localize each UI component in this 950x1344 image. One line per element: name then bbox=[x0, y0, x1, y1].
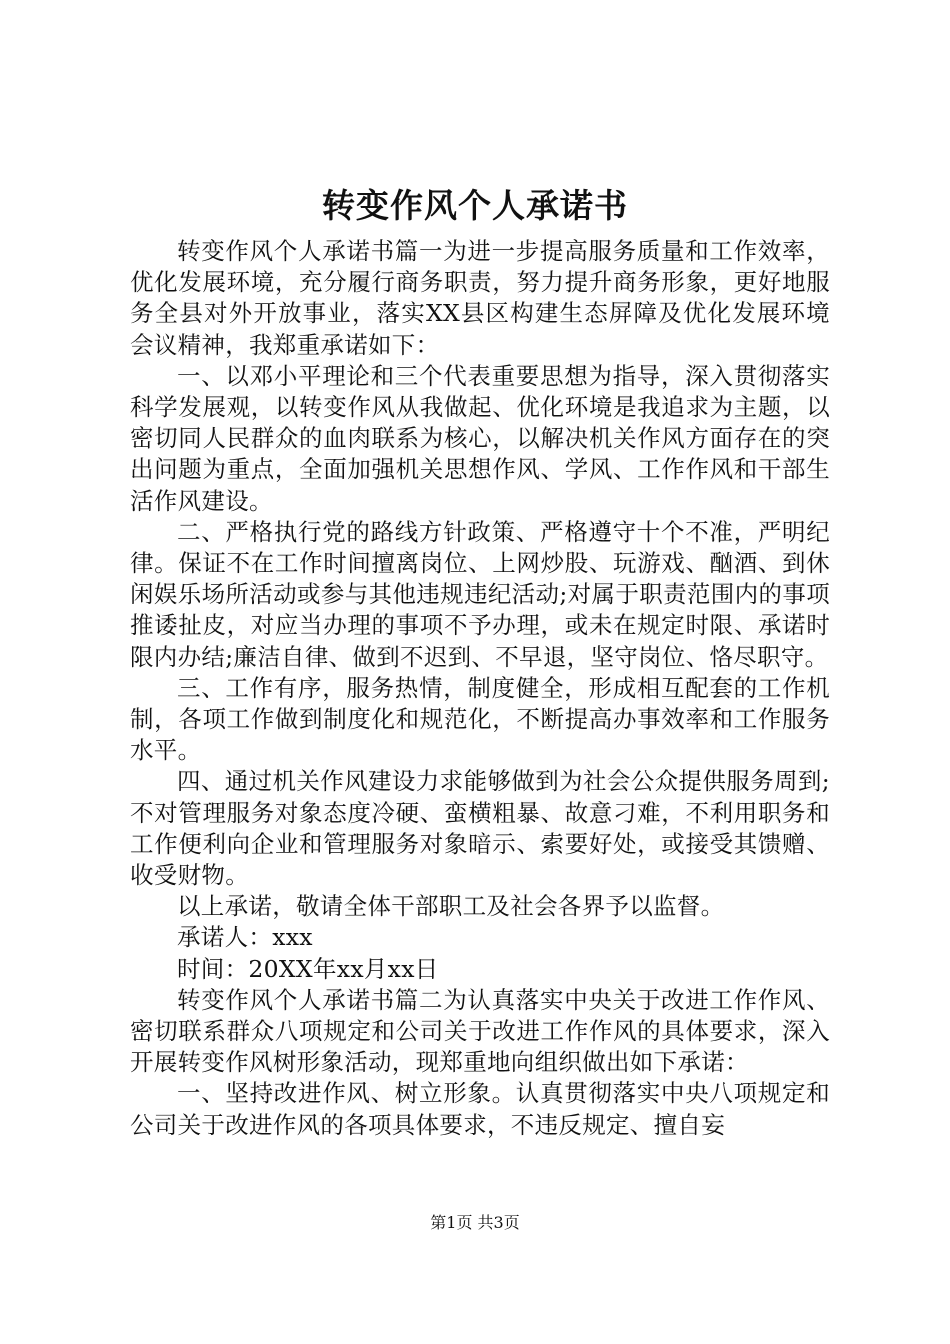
paragraph-item-4: 四、通过机关作风建设力求能够做到为社会公众提供服务周到;不对管理服务对象态度冷硬、蛮横粗暴、故意刁难，不利用职务和工作便利向企业和管理服务对象暗示、索要好处，或接受其馈赠、收受财物。 bbox=[130, 767, 830, 890]
paragraph-intro: 转变作风个人承诺书篇一为进一步提高服务质量和工作效率，优化发展环境，充分履行商务职责，努力提升商务形象，更好地服务全县对外开放事业，落实XX县区构建生态屏障及优化发展环境会议精神，我郑重承诺如下： bbox=[130, 237, 830, 359]
paragraph-item-3: 三、工作有序，服务热情，制度健全，形成相互配套的工作机制，各项工作做到制度化和规范化，不断提高办事效率和工作服务水平。 bbox=[130, 673, 830, 765]
paragraph-item-1: 一、以邓小平理论和三个代表重要思想为指导，深入贯彻落实科学发展观，以转变作风从我做起、优化环境是我追求为主题，以密切同人民群众的血肉联系为核心，以解决机关作风方面存在的突出问题为重点，全面加强机关思想作风、学风、工作作风和干部生活作风建设。 bbox=[130, 361, 830, 515]
paragraph-part-two-intro: 转变作风个人承诺书篇二为认真落实中央关于改进工作作风、密切联系群众八项规定和公司关于改进工作作风的具体要求，深入开展转变作风树形象活动，现郑重地向组织做出如下承诺： bbox=[130, 985, 830, 1077]
document-title: 转变作风个人承诺书 bbox=[322, 186, 628, 225]
date-line: 时间：20XX年xx月xx日 bbox=[177, 954, 439, 983]
document-body bbox=[130, 236, 830, 1141]
page-footer: 第1页 共3页 bbox=[430, 1213, 520, 1232]
paragraph-closing: 以上承诺，敬请全体干部职工及社会各界予以监督。 bbox=[177, 892, 725, 921]
signatory-line: 承诺人：xxx bbox=[177, 923, 313, 952]
paragraph-part-two-item-1: 一、坚持改进作风、树立形象。认真贯彻落实中央八项规定和公司关于改进作风的各项具体要求，不违反规定、擅自妄 bbox=[130, 1079, 830, 1139]
paragraph-item-2: 二、严格执行党的路线方针政策、严格遵守十个不准，严明纪律。保证不在工作时间擅离岗位、上网炒股、玩游戏、酗酒、到休闲娱乐场所活动或参与其他违规违纪活动;对属于职责范围内的事项推诿扯皮，对应当办理的事项不予办理，或未在规定时限、承诺时限内办结;廉洁自律、做到不迟到、不早退，坚守岗位、恪尽职守。 bbox=[130, 517, 830, 671]
